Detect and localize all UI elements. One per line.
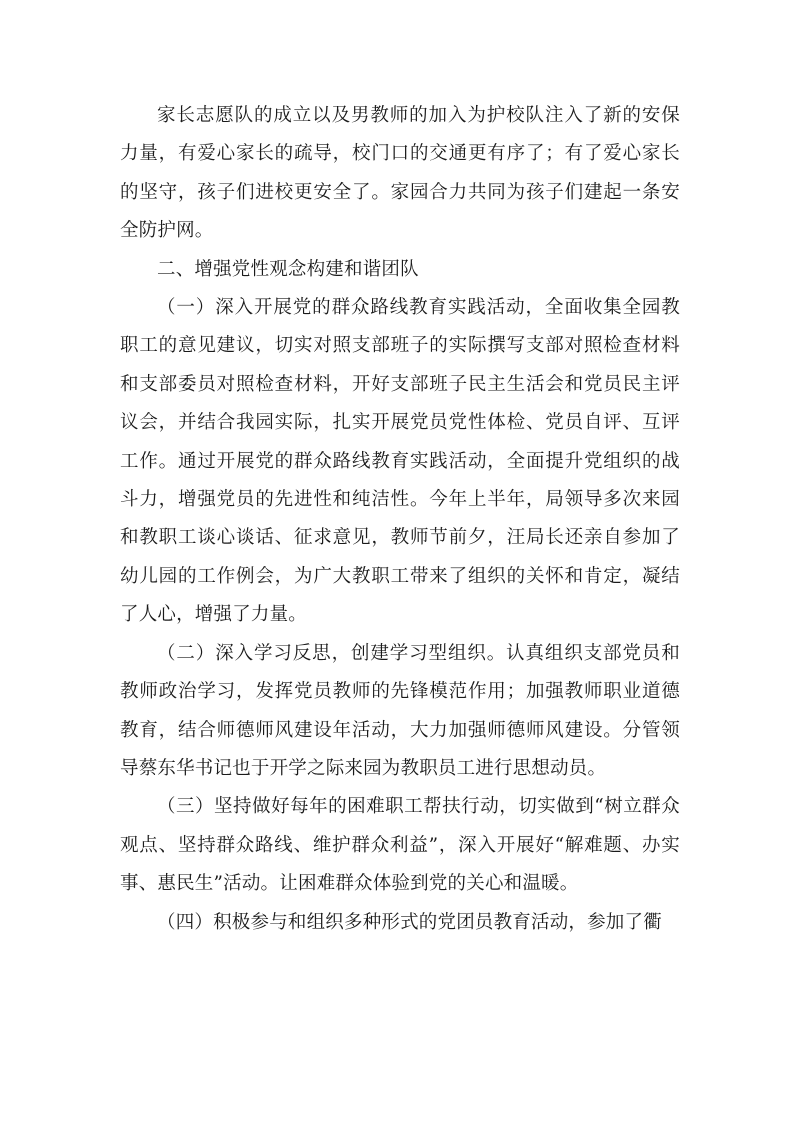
document-body (120, 97, 680, 942)
paragraph-item-3: （三）坚持做好每年的困难职工帮扶行动，切实做到“树立群众观点、坚持群众路线、维护群众利益”，深入开展好“解难题、办实事、惠民生”活动。让困难群众体验到党的关心和温暖。 (120, 796, 680, 895)
paragraph-safety-team: 家长志愿队的成立以及男教师的加入为护校队注入了新的安保力量，有爱心家长的疏导，校门口的交通更有序了；有了爱心家长的坚守，孩子们进校更安全了。家园合力共同为孩子们建起一条安全防护网。 (120, 105, 680, 242)
section-heading: 二、增强党性观念构建和谐团队 (157, 258, 419, 280)
paragraph-item-4: （四）积极参与和组织多种形式的党团员教育活动，参加了衢 (157, 911, 662, 933)
paragraph-item-1: （一）深入开展党的群众路线教育实践活动，全面收集全园教职工的意见建议，切实对照支部班子的实际撰写支部对照检查材料和支部委员对照检查材料，开好支部班子民主生活会和党员民主评议会，并结合我园实际，扎实开展党员党性体检、党员自评、互评工作。通过开展党的群众路线教育实践活动，全面提升党组织的战斗力，增强党员的先进性和纯洁性。今年上半年，局领导多次来园和教职工谈心谈话、征求意见，教师节前夕，汪局长还亲自参加了幼儿园的工作例会，为广大教职工带来了组织的关怀和肯定，凝结了人心，增强了力量。 (120, 297, 680, 626)
paragraph-item-2: （二）深入学习反思，创建学习型组织。认真组织支部党员和教师政治学习，发挥党员教师的先锋模范作用；加强教师职业道德教育，结合师德师风建设年活动，大力加强师德师风建设。分管领导蔡东华书记也于开学之际来园为教职员工进行思想动员。 (120, 642, 680, 779)
